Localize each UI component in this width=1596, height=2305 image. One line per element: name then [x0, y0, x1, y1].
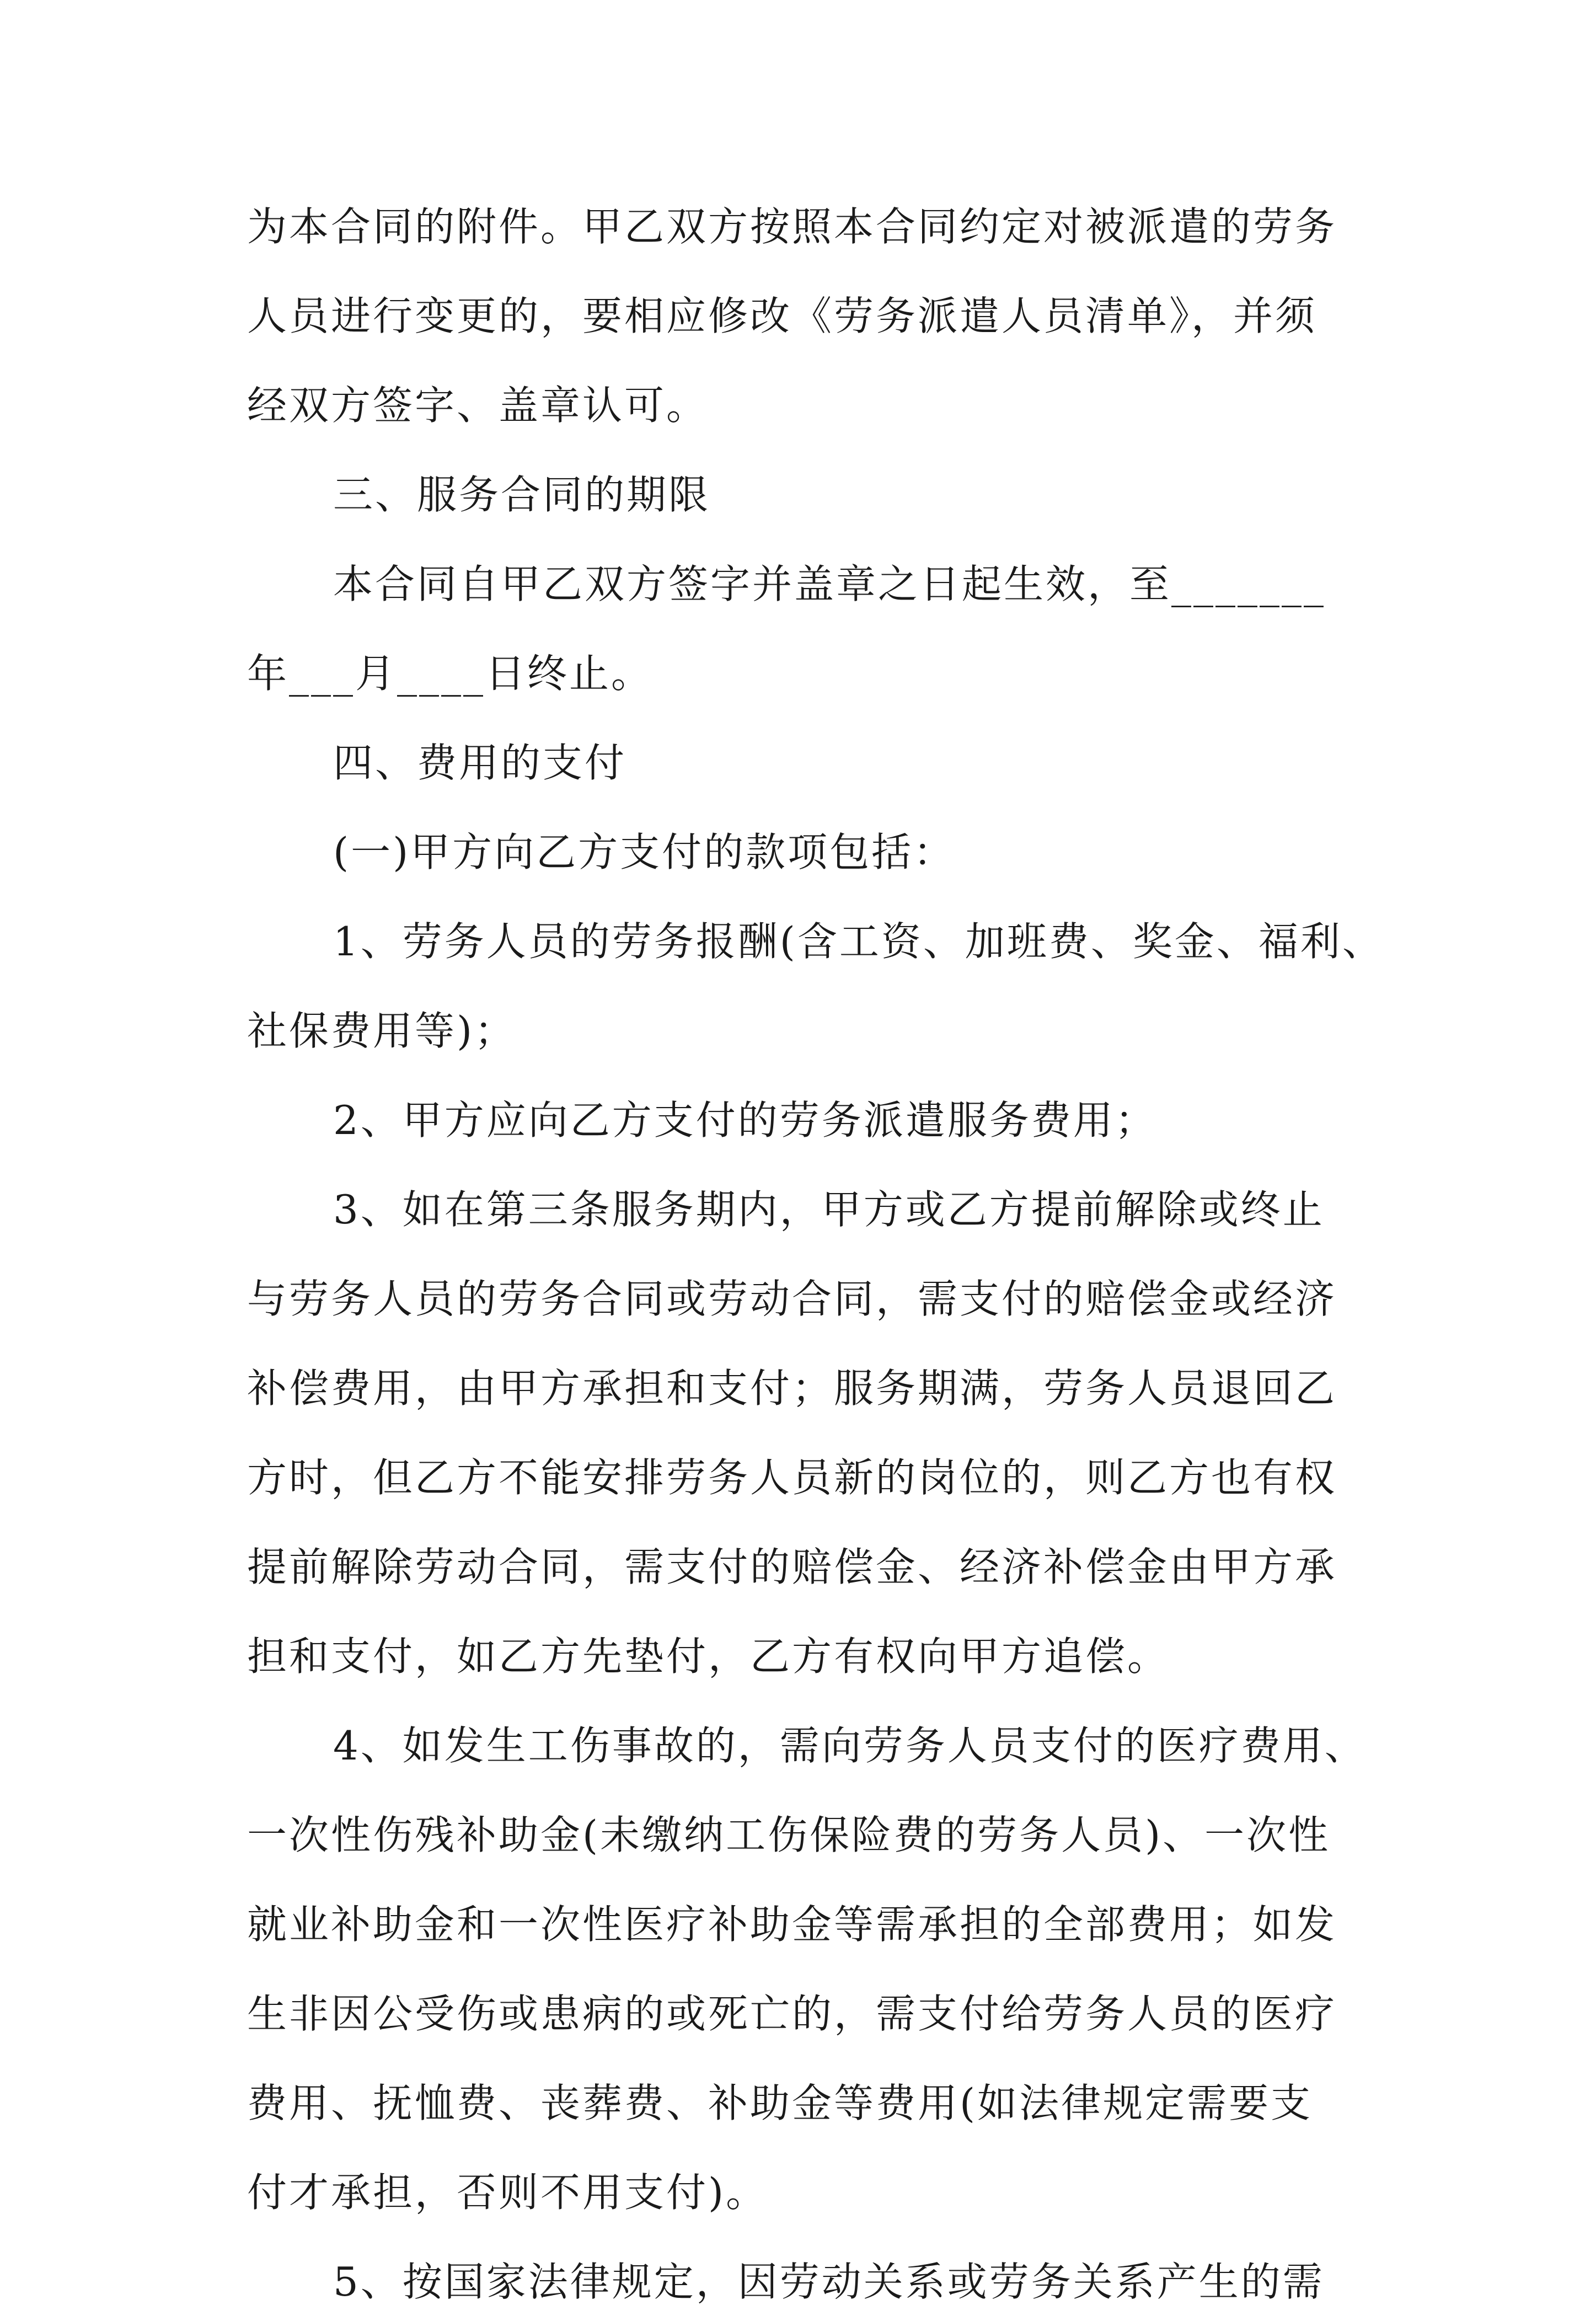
list-item: 4、如发生工伤事故的，需向劳务人员支付的医疗费用、	[333, 1723, 1367, 1769]
list-item: 5、按国家法律规定，因劳动关系或劳务关系产生的需	[333, 2259, 1325, 2305]
text-line: 就业补助金和一次性医疗补助金等需承担的全部费用；如发	[247, 1901, 1337, 1948]
text-line: 补偿费用，由甲方承担和支付；服务期满，劳务人员退回乙	[247, 1365, 1337, 1411]
text-line: 付才承担，否则不用支付)。	[247, 2169, 768, 2216]
text-line: 为本合同的附件。甲乙双方按照本合同约定对被派遣的劳务	[247, 204, 1337, 250]
text-line: 人员进行变更的，要相应修改《劳务派遣人员清单》，并须	[247, 293, 1317, 339]
text-line: 担和支付，如乙方先垫付，乙方有权向甲方追偿。	[247, 1633, 1170, 1680]
text-line: 一次性伤残补助金(未缴纳工伤保险费的劳务人员)、一次性	[247, 1812, 1331, 1858]
list-item: 1、劳务人员的劳务报酬(含工资、加班费、奖金、福利、	[333, 918, 1384, 965]
text-line: 本合同自甲乙双方签字并盖章之日起生效，至_______	[333, 561, 1326, 607]
text-line: 年___月____日终止。	[247, 650, 654, 697]
section-heading: 四、费用的支付	[333, 740, 627, 786]
text-line: 与劳务人员的劳务合同或劳动合同，需支付的赔偿金或经济	[247, 1276, 1337, 1322]
text-line: 费用、抚恤费、丧葬费、补助金等费用(如法律规定需要支	[247, 2080, 1313, 2126]
list-item: 3、如在第三条服务期内，甲方或乙方提前解除或终止	[333, 1186, 1325, 1233]
text-line: 提前解除劳动合同，需支付的赔偿金、经济补偿金由甲方承	[247, 1544, 1337, 1590]
text-line: 经双方签字、盖章认可。	[247, 382, 709, 429]
list-item: 2、甲方应向乙方支付的劳务派遣服务费用；	[333, 1097, 1157, 1143]
section-heading: 三、服务合同的期限	[333, 472, 711, 518]
text-line: 方时，但乙方不能安排劳务人员新的岗位的，则乙方也有权	[247, 1454, 1337, 1501]
text-line: 生非因公受伤或患病的或死亡的，需支付给劳务人员的医疗	[247, 1991, 1337, 2037]
text-line: 社保费用等)；	[247, 1008, 517, 1054]
document-body	[247, 204, 1384, 2305]
text-line: (一)甲方向乙方支付的款项包括：	[333, 829, 956, 875]
